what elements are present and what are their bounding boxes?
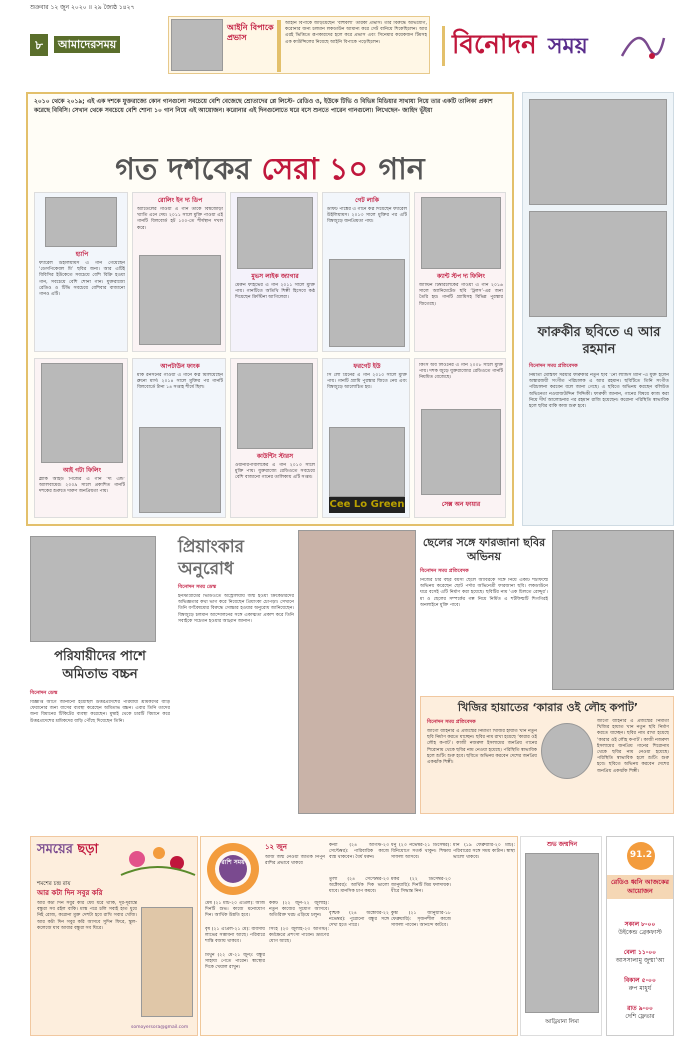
birthday-photo bbox=[525, 853, 599, 1013]
radio-time-3: বিকাল ৫-০০ bbox=[624, 977, 656, 984]
song-text-6: মার্ক রনসনের গাওয়া এ গানে কণ্ঠ মিলিয়েছেন ব্রুনো মার্স। ২০১৪ সালে মুক্তির পর গানটি বিলবোর্ডে টানা ১৪ সপ্তাহ শীর্ষে ছিল। bbox=[137, 373, 223, 391]
priyanka-headline: প্রিয়াংকার অনুরোধ bbox=[178, 537, 244, 580]
chhora-lines: আর কটা দিন সবুর করি ধৈর্য ধরে থাকি, দূর-দূরান্তে বন্ধুরা সব রইল বাকি। মাস্ক পরে চলি সবাই হাত ধুয়ে নিই রোজ, করোনা মুক্ত দেশটা হবে রাখি সবার খোঁজ। আর কটা দিন সবুর করি আসবে সুদিন ফিরে, স্কুল-কলেজে যাব আবার বন্ধুরা সব ঘিরে। bbox=[37, 901, 137, 931]
song-card-2 bbox=[132, 192, 226, 352]
bruno-mars-photo bbox=[139, 427, 221, 513]
amitabh-photo bbox=[30, 536, 156, 642]
song-card-3 bbox=[414, 192, 506, 352]
song-card-8 bbox=[322, 358, 410, 518]
farzana-text: নিজের চার বছর বয়সী ছেলে আবিরকে সঙ্গে নিয়ে একটি শর্টফিল্মে অভিনয় করেছেন ছোট পর্দার অভিনেত্রী ফারজানা ছবি। লকডাউনে ঘরে বসেই এটি নির্মাণ করা হয়েছে। ছবিটির নাম ‘এক চিলতে রোদ্দুর’। মা ও ছেলের সম্পর্কের গল্প নিয়ে নির্মিত এ শর্টফিল্মটি শিগগিরই অনলাইনে মুক্তি পাবে। bbox=[420, 578, 548, 608]
song-text-5: ডাফট পাঙ্কের এ গানে কণ্ঠ দিয়েছেন ফ্যারেল উইলিয়ামস। ২০১৩ সালে মুক্তির পর এটি বিশ্বজুড়ে জনপ্রিয়তা পায়। bbox=[327, 207, 407, 225]
farzana-headline: ছেলের সঙ্গে ফারজানা ছবির অভিনয় bbox=[422, 536, 546, 564]
rashi-box bbox=[200, 836, 518, 1036]
rashi-label: রাশি সময় bbox=[221, 859, 245, 866]
rashi-sign-3: মিথুন (২২ মে-২১ জুন): বন্ধুর সাহায্য পেতে পারেন। স্বাস্থ্যের দিকে খেয়াল রাখুন। bbox=[205, 953, 265, 971]
title-part-1: গত দশকের bbox=[115, 152, 262, 187]
radio-show-2: আসসালামু জুম্মা’আ bbox=[615, 957, 665, 965]
page-number: ৮ bbox=[30, 34, 48, 56]
song-text-8: সি লো গ্রিনের এ গান ২০১০ সালে মুক্তি পায়। গানটি গ্র্যামি পুরস্কার জিতে নেয় এবং বিশ্বজুড়ে আলোচিত হয়। bbox=[327, 373, 407, 391]
rahman-text: নির্মাতা মোস্তফা সরয়ার ফারুকীর নতুন ছবি ‘নো ল্যান্ডস ম্যান’-এ যুক্ত হলেন অস্কারজয়ী সংগীত পরিচালক এ আর রহমান। ছবিটিতে তিনি সংগীত পরিচালনা করবেন বলে জানা গেছে। এ ছবিতে অভিনয় করছেন বলিউড অভিনেতা নওয়াজউদ্দিন সিদ্দিকী। ফারুকী জানান, গানের বিষয়ে কাজ করা নিয়ে দীর্ঘ আলোচনার পর রহমান রাজি হয়েছেন। করোনা পরিস্থিতি স্বাভাবিক হলে ছবির বাকি কাজ শুরু হবে। bbox=[529, 373, 669, 409]
logo-text-b: সময় bbox=[548, 34, 588, 59]
khijir-text-a: জাগো বাহিনীর এ প্রজন্মের নির্মাতা খিজির হায়াত খান নতুন ছবি নির্মাণ করতে যাচ্ছেন। ছবির নাম রাখা হয়েছে ‘কারার ওই লৌহ কপাট’। কাজী নজরুল ইসলামের জনপ্রিয় গানের শিরোনাম থেকে ছবির নাম নেওয়া হয়েছে। পরিস্থিতি স্বাভাবিক হলে শুটিং শুরু হবে। ছবিতে অভিনয় করবেন দেশের জনপ্রিয় একঝাঁক শিল্পী। bbox=[427, 729, 537, 765]
song-text-9: ব্ল্যাক আইড পিজের এ গান ‘দ্য এন্ড’ অ্যালবামের। ২০০৯ সালে প্রকাশিত গানটি দশকের শুরুতে দারুণ জনপ্রিয়তা পায়। bbox=[39, 477, 125, 495]
rashi-sign-2: বৃষ (২১ এপ্রিল-২১ মে): ব্যবসায় লাভের সম্ভাবনা আছে। পরিবারে শান্তি বজায় থাকবে। bbox=[205, 927, 265, 945]
brand-text: আমাদেরসময় bbox=[54, 36, 120, 53]
rashi-intro: আজ জন্ম নেওয়া জাতক নিপুন রাশির প্রভাবে থাকবে bbox=[265, 855, 325, 867]
rashi-sign-11: কুম্ভ (২১ জানুয়ারি-১৮ ফেব্রুয়ারি): সৃজনশীল কাজে সাফল্য পাবেন। আনন্দে কাটবে। bbox=[391, 911, 451, 929]
maroon5-photo bbox=[237, 197, 313, 269]
song-title-9: আই গটা ফিলিং bbox=[62, 467, 102, 474]
radio-item-1 bbox=[607, 921, 673, 938]
zodiac-wheel-icon bbox=[205, 841, 261, 897]
khijir-box bbox=[420, 696, 674, 814]
song-card-10 bbox=[414, 358, 506, 518]
justin-photo bbox=[421, 197, 501, 269]
teaser-text: আইনি বিপাকে জড়িয়েছেন ‘বাহুবলী’ তারকা প্রভাস। তার বিরুদ্ধে অভিযোগ, করোনার জন্য চলমান লকডাউন আমান্য করে সেট বানিয়ে শিকেছিলেন। আর এরই ভিত্তিতে রূপকারদের হলে করে প্রভাস এবং সিনেমার কয়েকজন টিমসহ এক কাউন্সিলের নিয়েছে আইনি বিপাকে পড়েছিলেন। bbox=[285, 21, 427, 45]
song-text-3: জাস্টিন টিম্বারলেকের গাওয়া এ গান ২০১৬ সালে অ্যানিমেটেড ছবি ‘ট্রলস’-এর জন্য তৈরি হয়। গানটি গ্র্যামিসহ বিভিন্ন পুরস্কার জিতেছে। bbox=[419, 283, 503, 307]
rashi-sign-10: মকর (২২ ডিসেম্বর-২০ জানুয়ারি): দিনটি মিশ্র ফলদায়ক। ধীরে সিদ্ধান্ত নিন। bbox=[391, 877, 451, 895]
song-title-3: ক্যান্ট স্টপ দ্য ফিলিং bbox=[437, 273, 485, 280]
chhora-title bbox=[37, 841, 98, 859]
radio-time-4: রাত ৯-০০ bbox=[627, 1005, 653, 1012]
khijir-byline: বিনোদন সময় প্রতিবেদক bbox=[427, 719, 476, 725]
radio-show-4: দেশি ফ্লেভার bbox=[625, 1013, 655, 1021]
song-title-2: রোলিং ইন দ্য ডিপ bbox=[157, 197, 203, 204]
teaser-box bbox=[168, 16, 430, 74]
ar-rahman-photo bbox=[529, 211, 667, 317]
feature-title bbox=[26, 150, 514, 191]
date-line: শুক্রবার ১২ জুন ২০২০ ॥ ২৯ জ্যৈষ্ঠ ১৪২৭ bbox=[30, 4, 135, 11]
birthday-box bbox=[520, 836, 602, 1036]
chhora-illustration bbox=[141, 907, 193, 1017]
rashi-sign-8: বৃশ্চিক (২৪ অক্টোবর-২২ নভেম্বর): পুরোনো বন্ধুর সঙ্গে দেখা হতে পারে। bbox=[329, 911, 389, 929]
song-card-5 bbox=[322, 192, 410, 352]
song-title-7: কাউন্টিং স্টারস bbox=[256, 453, 294, 460]
amitabh-byline: বিনোদন ডেস্ক bbox=[30, 690, 58, 696]
radio-frequency: 91.2 bbox=[629, 850, 653, 860]
song-text-2: অ্যাডেলের গাওয়া এ গান তাকে বিশ্বজোড়া খ্যাতি এনে দেয়। ২০১১ সালে মুক্তি পাওয়া এই গানটি বিলবোর্ড হট ১০০-তে শীর্ষস্থান দখল করে। bbox=[137, 207, 223, 231]
khijir-text-b: জাগো বাহিনীর এ প্রজন্মের নির্মাতা খিজির হায়াত খান নতুন ছবি নির্মাণ করতে যাচ্ছেন। ছবির নাম রাখা হয়েছে ‘কারার ওই লৌহ কপাট’। কাজী নজরুল ইসলামের জনপ্রিয় গানের শিরোনাম থেকে ছবির নাম নেওয়া হয়েছে। পরিস্থিতি স্বাভাবিক হলে শুটিং শুরু হবে। ছবিতে অভিনয় করবেন দেশের জনপ্রিয় একঝাঁক শিল্পী। bbox=[597, 719, 669, 774]
chhora-email: somoyersora@gmail.com bbox=[131, 1025, 189, 1030]
radio-item-4 bbox=[607, 1005, 673, 1022]
radio-box bbox=[606, 836, 674, 1036]
birthday-label: শুভ জন্মদিন bbox=[546, 841, 578, 848]
teaser-divider bbox=[277, 20, 281, 72]
farooki-photo bbox=[529, 99, 667, 205]
priyanka-byline: বিনোদন সময় ডেস্ক bbox=[178, 584, 217, 590]
rashi-sign-4: কর্কট (২২ জুন-২২ জুলাই): নতুন কাজের সুযোগ আসবে। অতিরিক্ত খরচ এড়িয়ে চলুন। bbox=[269, 901, 329, 919]
song-card-4 bbox=[230, 192, 318, 352]
rahman-column bbox=[522, 92, 674, 526]
song-text-1: ফ্যারেল উইলিয়ামস এ গান গেয়েছেন ‘ডেসপিকেবল মি’ ছবির জন্য। আর এটিই বিবিসির ইউকেতে সবচেয়ে বেশি বিক্রি হওয়া গান, সবচেয়ে বেশি শোনা গান। যুক্তরাজ্যে রেডিও ও টিভি সবচেয়ে বেশিবার বাজানো গানও এটি। bbox=[39, 261, 125, 297]
song-card-6 bbox=[132, 358, 226, 518]
title-part-red: সেরা ১০ bbox=[261, 152, 368, 187]
teaser-title: আইনি বিপাকে প্রভাস bbox=[227, 23, 274, 43]
song-text-7: ওয়ানরিপাবলিকের এ গান ২০১৩ সালে মুক্তি পায়। যুক্তরাজ্যে রেডিওতে সবচেয়ে বেশি বাজানো গানের তালিকায় এটি সপ্তম। bbox=[235, 463, 315, 481]
prabhas-photo bbox=[171, 19, 223, 71]
newspaper-brand bbox=[50, 34, 165, 56]
cee-lo-photo bbox=[329, 427, 405, 497]
song-title-1: হ্যাপি bbox=[75, 251, 89, 258]
song-title-8: ফরগেট ইউ bbox=[353, 363, 381, 370]
amitabh-text: বিজ্ঞপ্তি আগে জানানো হয়েছিল উত্তরপ্রদেশের পরিযায়ী শ্রমিকদের বাড়ি ফেরানোর জন্য বাসের ব্যবস্থা করেছেন অমিতাভ বচ্চন। এবার তিনি তাদের জন্য বিমানের টিকিটের ব্যবস্থা করেছেন। মুম্বাই থেকে চারটি বিমানে করে উত্তরপ্রদেশের শ্রমিকদের বাড়ি পৌঁছে দিয়েছেন তিনি। bbox=[30, 700, 170, 724]
rashi-sign-12: মীন (১৯ ফেব্রুয়ারি-২০ মার্চ): পরিবারের সঙ্গে সময় কাটান। স্বাস্থ্য ভালো থাকবে। bbox=[453, 843, 515, 861]
kings-of-leon-photo bbox=[421, 409, 501, 495]
song-text-4: মেরুন ফাইভের এ গান ২০১১ সালে মুক্তি পায়। গানটিতে অতিথি শিল্পী হিসেবে কণ্ঠ দিয়েছেন ক্রিস্টিনা আগিলেরা। bbox=[235, 283, 315, 301]
logo-bar bbox=[442, 26, 445, 66]
song-title-5: গেট লাকি bbox=[355, 197, 379, 204]
priyanka-photo bbox=[298, 530, 416, 814]
birthday-name: আড্রিয়ানা লিমা bbox=[545, 1019, 579, 1025]
radio-header: রেডিও ধ্বনি আজকের আয়োজন bbox=[607, 875, 673, 899]
title-part-2: গান bbox=[368, 152, 425, 187]
farzana-photo bbox=[552, 530, 674, 690]
onerepublic-photo bbox=[237, 363, 313, 449]
chhora-box bbox=[30, 836, 198, 1036]
swirl-icon bbox=[618, 26, 666, 66]
song-title-4: মুভস লাইক জ্যাগার bbox=[251, 273, 299, 280]
radio-time-1: সকাল ৮-০০ bbox=[624, 921, 656, 928]
radio-show-3: রুপ মাধুর্য bbox=[628, 985, 652, 993]
song-text-10: কিংস অব লিওনের এ গান ২০০৮ সালে মুক্তি পায়। দশক জুড়ে যুক্তরাজ্যের রেডিওতে গানটি নিয়মিত বেজেছে। bbox=[419, 363, 503, 381]
cee-lo-label: Cee Lo Green bbox=[329, 497, 405, 513]
radio-show-1: উইকেন্ড ব্রেকফাস্ট bbox=[618, 929, 662, 937]
rashi-date: ১২ জুন bbox=[265, 843, 287, 851]
khijir-photo bbox=[541, 723, 593, 779]
chhora-poem-title: আর কটা দিন সবুর করি bbox=[37, 889, 103, 897]
priyanka-text: ইনস্টাগ্রামের ভিডিওতে অস্ট্রেলিয়ায় জন্ম হওয়া ক্রিকেটারদের অভিজ্ঞতার কথা ভাগ করে নিয়েছেন প্রিয়াংকা চোপড়া। সেখানে তিনি বর্ণবৈষম্যের বিরুদ্ধে সোচ্চার হওয়ার অনুরোধ জানিয়েছেন। বিশ্বজুড়ে চলমান আন্দোলনের সঙ্গে একাত্মতা প্রকাশ করে তিনি সবাইকে সচেতন হওয়ার আহ্বান জানান। bbox=[178, 594, 294, 624]
amitabh-headline: পরিযায়ীদের পাশে অমিতাভ বচ্চন bbox=[54, 649, 146, 682]
chhora-title-b: ছড়া bbox=[72, 842, 99, 857]
song-card-7 bbox=[230, 358, 318, 518]
section-logo bbox=[438, 18, 670, 74]
rashi-sign-7: তুলা (২৪ সেপ্টেম্বর-২৩ অক্টোবর): আর্থিক দিক ভালো যাবে। মানসিক চাপ কমবে। bbox=[329, 877, 389, 895]
feature-intro: ২০১০ থেকে ২০১৯; এই এক দশকে যুক্তরাজ্যে কোন গানগুলো সবচেয়ে বেশি বেজেছে শ্রোতাদের প্লে লিস্টে- রেডিও ও, ইউকে টিভি ও বিভিন্ন মিডিয়ার সাথায্য নিয়ে তার একটি তালিকা প্রকাশ করেছে বিবিসি। সেখান থেকে সবচেয়ে বেশি শোনা ১০ গান নিয়ে এই আয়োজন। করোনার এই দিনগুলোতে ঘরে বসে শুনতে পারেন গানগুলো। লিখেছেন- জাহিদ ভূঁইয়া bbox=[34, 98, 493, 114]
rashi-sign-6: কন্যা (২৪ আগস্ট-২৩ সেপ্টেম্বর): পারিবারিক কাজে ব্যস্ত থাকবেন। ধৈর্য ধরুন। bbox=[329, 843, 389, 861]
rahman-byline: বিনোদন সময় প্রতিবেদক bbox=[529, 363, 578, 369]
fergie-photo bbox=[41, 363, 123, 463]
rashi-sign-1: মেষ (২১ মার্চ-২০ এপ্রিল): আজ দিনটি শুভ। কাজে মনোযোগ দিন। আর্থিক উন্নতি হবে। bbox=[205, 901, 265, 919]
chhora-author: শমশের চন্দ্র রায় bbox=[37, 881, 71, 887]
farzana-byline: বিনোদন সময় প্রতিবেদক bbox=[420, 568, 469, 574]
flower-icon bbox=[117, 839, 197, 879]
radio-item-2 bbox=[607, 949, 673, 966]
adele-photo bbox=[139, 255, 221, 345]
daft-punk-photo bbox=[329, 259, 405, 347]
rahman-headline: ফারুকীর ছবিতে এ আর রহমান bbox=[537, 325, 661, 357]
khijir-headline: খিজির হায়াতের ‘কারার ওই লৌহ কপাট’ bbox=[457, 701, 639, 714]
song-title-6: আপটাউন ফাংক bbox=[160, 363, 200, 370]
song-title-10: সেক্স অন ফায়ার bbox=[441, 501, 481, 508]
rashi-sign-5: সিংহ (২৩ জুলাই-২৩ আগস্ট): কর্মক্ষেত্রে প্রশংসা পাবেন। ভ্রমণের যোগ আছে। bbox=[269, 927, 329, 945]
logo-text-a: বিনোদন bbox=[452, 30, 537, 60]
song-card-1 bbox=[34, 192, 128, 352]
song-card-9 bbox=[34, 358, 128, 518]
rashi-sign-9: ধনু (২৩ নভেম্বর-২১ ডিসেম্বর): বিনিয়োগে সতর্ক থাকুন। শিক্ষায় সাফল্য আসবে। bbox=[391, 843, 451, 861]
chhora-title-a: সময়ের bbox=[37, 842, 73, 857]
radio-item-3 bbox=[607, 977, 673, 994]
radio-time-2: বেলা ১১-০০ bbox=[623, 949, 657, 956]
pharrell-photo bbox=[45, 197, 117, 247]
